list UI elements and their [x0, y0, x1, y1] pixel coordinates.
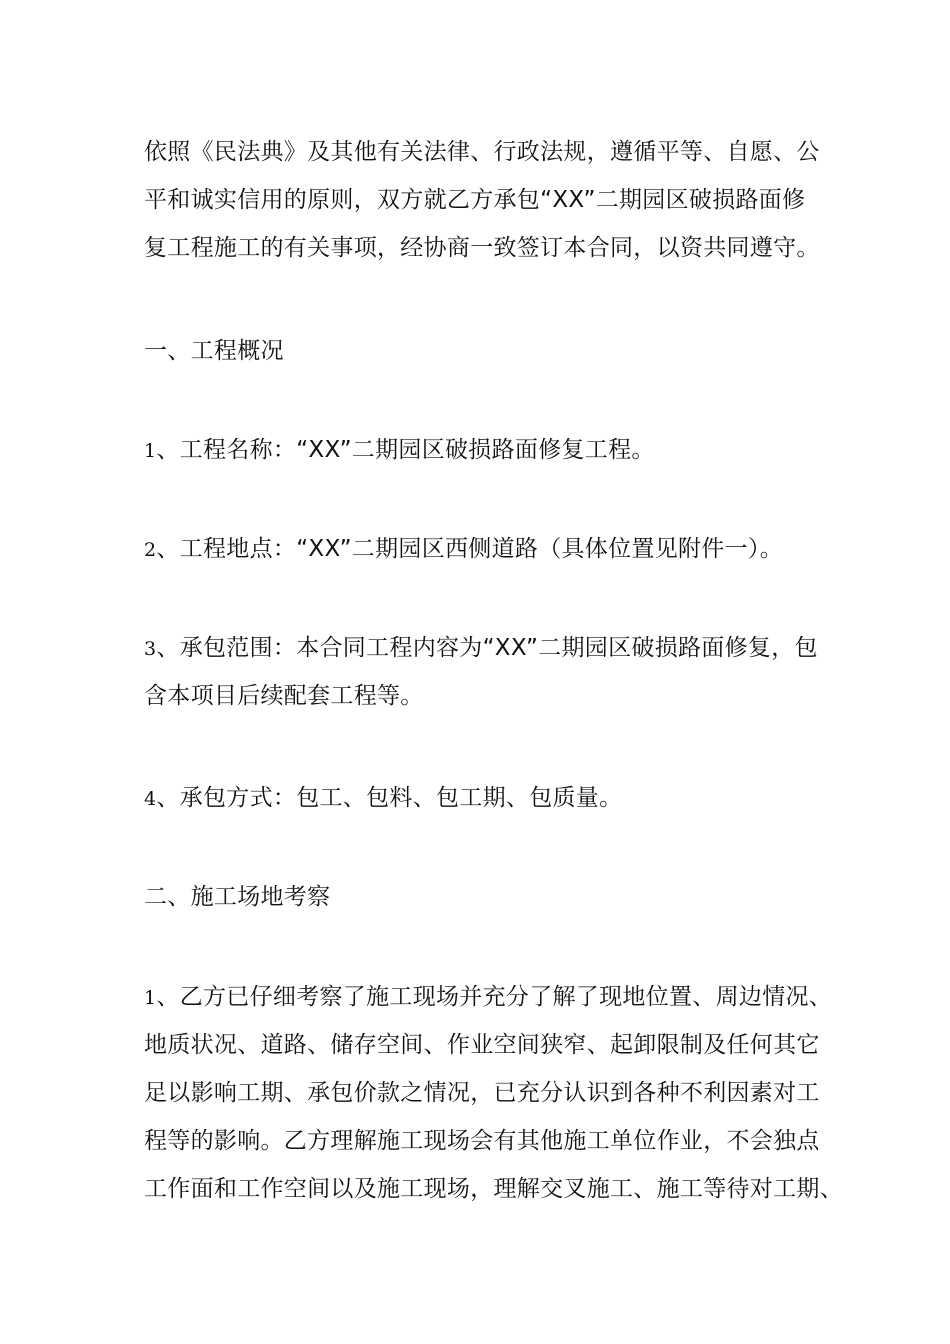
- paragraph-line: 平和诚实信用的原则，双方就乙方承包“XX”二期园区破损路面修: [144, 187, 806, 213]
- paragraph-line: 含本项目后续配套工程等。: [144, 683, 424, 709]
- paragraph-line: 程等的影响。乙方理解施工现场会有其他施工单位作业，不会独点: [144, 1128, 820, 1154]
- section-heading-text: 二、施工场地考察: [144, 884, 331, 910]
- clause-number: 3: [144, 638, 157, 660]
- section-heading-text: 一、工程概况: [144, 338, 284, 364]
- paragraph-line: [144, 973, 834, 1021]
- paragraph-line: 足以影响工期、承包价款之情况，已充分认识到各种不利因素对工: [144, 1080, 820, 1106]
- paragraph-line: [144, 525, 834, 573]
- paragraph-line: 依照《民法典》及其他有关法律、行政法规，遵循平等、自愿、公: [144, 139, 820, 165]
- section-heading: [144, 327, 834, 375]
- clause-text: 、工程名称：“XX”二期园区破损路面修复工程。: [156, 437, 655, 463]
- paragraph-line: [144, 774, 834, 822]
- section-heading: [144, 873, 834, 921]
- intro-paragraph: [144, 128, 834, 272]
- paragraph-line: 工作面和工作空间以及施工现场，理解交叉施工、施工等待对工期、: [144, 1176, 843, 1202]
- clause-text: 、承包方式：包工、包料、包工期、包质量。: [156, 785, 623, 811]
- clause-number: 1: [144, 987, 157, 1009]
- clause-text: 、工程地点：“XX”二期园区西侧道路（具体位置见附件一）。: [156, 536, 784, 562]
- paragraph-line: 复工程施工的有关事项，经协商一致签订本合同，以资共同遵守。: [144, 235, 820, 261]
- clause-number: 1: [144, 440, 157, 462]
- clause-text: 、承包范围：本合同工程内容为“XX”二期园区破损路面修复，包: [156, 635, 818, 661]
- paragraph-line: [144, 624, 834, 672]
- numbered-clause: [144, 624, 834, 720]
- paragraph-line: 地质状况、道路、储存空间、作业空间狭窄、起卸限制及任何其它: [144, 1032, 820, 1058]
- clause-text: 、乙方已仔细考察了施工现场并充分了解了现地位置、周边情况、: [156, 984, 833, 1010]
- numbered-clause: [144, 525, 834, 573]
- paragraph-line: [144, 426, 834, 474]
- numbered-clause: [144, 973, 843, 1213]
- clause-number: 4: [144, 788, 157, 810]
- clause-number: 2: [144, 539, 157, 561]
- numbered-clause: [144, 774, 834, 822]
- numbered-clause: [144, 426, 834, 474]
